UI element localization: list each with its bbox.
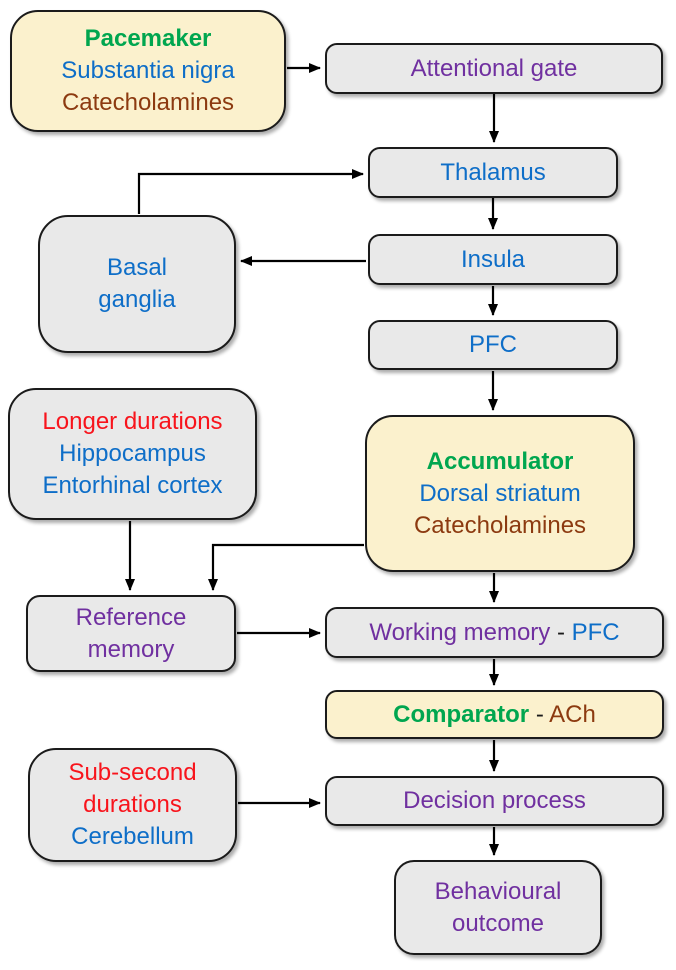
node-basal-ganglia: [38, 215, 236, 353]
node-sub-second-durations: [28, 748, 237, 862]
longer-durations-title: Longer durations: [42, 408, 223, 435]
attentional-gate-label: Attentional gate: [410, 54, 578, 82]
longer-durations-region2: Entorhinal cortex: [42, 472, 223, 499]
sub-second-region: Cerebellum: [71, 823, 194, 850]
comparator-neurotransmitter: ACh: [549, 700, 596, 728]
node-pfc: [368, 320, 618, 370]
behavioural-outcome-label-line2: outcome: [451, 909, 545, 937]
accumulator-neurotransmitter: Catecholamines: [413, 511, 587, 539]
node-reference-memory: [26, 595, 236, 672]
insula-label: Insula: [460, 245, 526, 273]
reference-memory-label-line2: memory: [87, 635, 175, 663]
arrow-accumulator-to-reference-memory: [213, 545, 364, 590]
node-thalamus: [368, 147, 618, 198]
basal-ganglia-label-line1: Basal: [106, 254, 168, 281]
pacemaker-region: Substantia nigra: [61, 57, 235, 84]
longer-durations-region1: Hippocampus: [59, 440, 206, 467]
arrow-basal-ganglia-to-thalamus: [139, 174, 363, 214]
node-behavioural-outcome: [394, 860, 602, 955]
node-working-memory: [325, 607, 664, 658]
working-memory-region: PFC: [571, 618, 620, 646]
sub-second-title-line2: durations: [83, 791, 182, 818]
node-pacemaker: [10, 10, 286, 132]
comparator-label: [393, 699, 596, 731]
working-memory-dash: -: [550, 618, 572, 646]
node-attentional-gate: [325, 43, 663, 94]
pfc-label: PFC: [469, 331, 517, 358]
basal-ganglia-label-line2: ganglia: [98, 286, 176, 313]
accumulator-title: Accumulator: [426, 447, 574, 475]
node-decision-process: [325, 776, 664, 826]
node-accumulator: [365, 415, 635, 572]
node-comparator: [325, 690, 664, 739]
working-memory-label: [369, 617, 619, 649]
behavioural-outcome-label-line1: Behavioural: [434, 877, 562, 905]
comparator-dash: -: [529, 700, 550, 728]
thalamus-label: Thalamus: [440, 158, 546, 186]
decision-process-label: Decision process: [403, 787, 586, 814]
node-insula: [368, 234, 618, 285]
comparator-title: Comparator: [393, 700, 530, 728]
accumulator-region: Dorsal striatum: [419, 479, 581, 507]
node-longer-durations: [8, 388, 257, 520]
pacemaker-title: Pacemaker: [84, 25, 212, 52]
reference-memory-label-line1: Reference: [75, 603, 187, 631]
working-memory-text: Working memory: [369, 618, 551, 646]
sub-second-title-line1: Sub-second: [68, 759, 197, 786]
pacemaker-neurotransmitter: Catecholamines: [61, 89, 235, 116]
